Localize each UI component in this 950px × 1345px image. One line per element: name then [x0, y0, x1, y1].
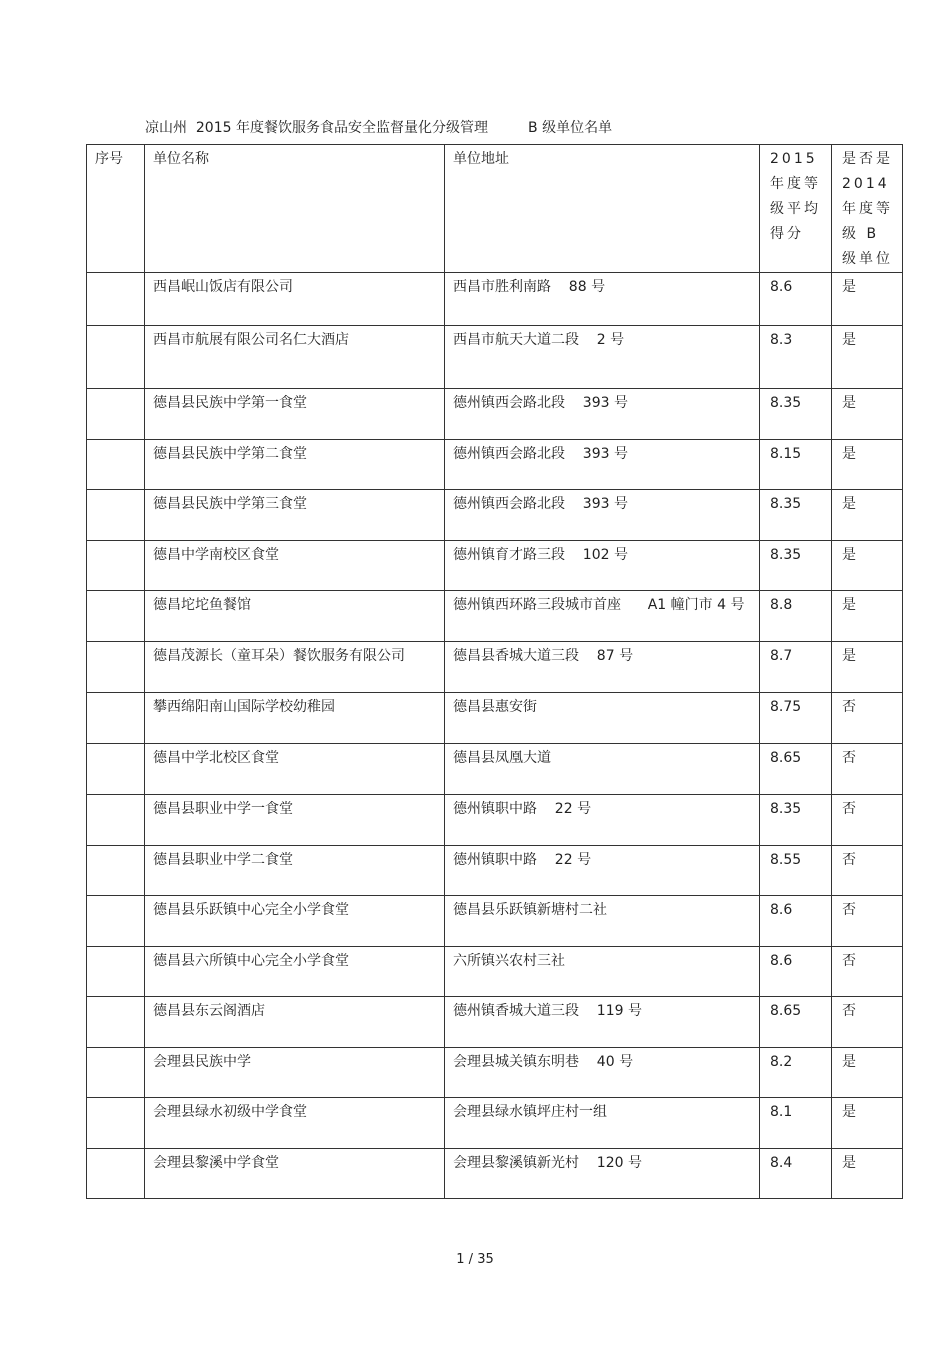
table-row	[87, 1098, 903, 1149]
cell-unit-name: 德昌中学南校区食堂	[145, 541, 445, 591]
cell-score: 8.65	[760, 997, 832, 1048]
cell-unit-address: 德州镇西环路三段城市首座 A1 幢门市 4 号	[445, 591, 760, 642]
table-row	[87, 947, 903, 997]
cell-score: 8.6	[760, 896, 832, 947]
table-row	[87, 389, 903, 440]
cell-unit-name: 德昌县民族中学第三食堂	[145, 490, 445, 541]
cell-prev-b: 否	[832, 997, 903, 1048]
cell-index	[87, 795, 145, 846]
table-row	[87, 326, 903, 389]
cell-index	[87, 896, 145, 947]
cell-unit-address: 德州镇西会路北段 393 号	[445, 389, 760, 440]
cell-unit-address: 会理县黎溪镇新光村 120 号	[445, 1149, 760, 1199]
page-current: 1	[456, 1252, 465, 1267]
cell-unit-address: 西昌市航天大道二段 2 号	[445, 326, 760, 389]
cell-prev-b: 否	[832, 795, 903, 846]
header-index: 序号	[87, 145, 145, 273]
unit-table	[86, 144, 903, 1199]
cell-unit-name: 德昌县六所镇中心完全小学食堂	[145, 947, 445, 997]
header-row	[87, 145, 903, 273]
cell-unit-address: 德昌县惠安街	[445, 693, 760, 744]
cell-unit-name: 德昌坨坨鱼餐馆	[145, 591, 445, 642]
cell-index	[87, 1098, 145, 1149]
cell-prev-b: 是	[832, 490, 903, 541]
table-row	[87, 642, 903, 693]
cell-prev-b: 否	[832, 744, 903, 795]
table-row	[87, 541, 903, 591]
cell-index	[87, 326, 145, 389]
cell-unit-name: 德昌县职业中学二食堂	[145, 846, 445, 896]
cell-prev-b: 是	[832, 440, 903, 490]
cell-prev-b: 是	[832, 642, 903, 693]
cell-unit-address: 会理县城关镇东明巷 40 号	[445, 1048, 760, 1098]
cell-unit-address: 德州镇职中路 22 号	[445, 795, 760, 846]
cell-score: 8.55	[760, 846, 832, 896]
cell-unit-address: 德昌县乐跃镇新塘村二社	[445, 896, 760, 947]
cell-prev-b: 否	[832, 693, 903, 744]
cell-unit-name: 攀西绵阳南山国际学校幼稚园	[145, 693, 445, 744]
cell-index	[87, 947, 145, 997]
cell-unit-name: 会理县黎溪中学食堂	[145, 1149, 445, 1199]
cell-unit-address: 德昌县香城大道三段 87 号	[445, 642, 760, 693]
cell-score: 8.2	[760, 1048, 832, 1098]
cell-index	[87, 389, 145, 440]
table-row	[87, 795, 903, 846]
cell-unit-address: 德州镇西会路北段 393 号	[445, 440, 760, 490]
cell-score: 8.3	[760, 326, 832, 389]
table-row	[87, 490, 903, 541]
cell-unit-name: 西昌市航展有限公司名仁大酒店	[145, 326, 445, 389]
cell-index	[87, 1149, 145, 1199]
cell-score: 8.15	[760, 440, 832, 490]
cell-unit-name: 德昌中学北校区食堂	[145, 744, 445, 795]
cell-unit-address: 会理县绿水镇坪庄村一组	[445, 1098, 760, 1149]
cell-prev-b: 是	[832, 541, 903, 591]
cell-score: 8.75	[760, 693, 832, 744]
cell-unit-name: 德昌县民族中学第一食堂	[145, 389, 445, 440]
header-score: 2015 年度等级平均得分	[760, 145, 832, 273]
cell-prev-b: 否	[832, 947, 903, 997]
cell-unit-name: 会理县绿水初级中学食堂	[145, 1098, 445, 1149]
cell-index	[87, 744, 145, 795]
table-body	[87, 145, 903, 1199]
cell-unit-address: 德昌县凤凰大道	[445, 744, 760, 795]
table-row	[87, 846, 903, 896]
header-address: 单位地址	[445, 145, 760, 273]
cell-prev-b: 是	[832, 1098, 903, 1149]
cell-index	[87, 273, 145, 326]
cell-index	[87, 693, 145, 744]
page-separator: /	[468, 1252, 474, 1267]
cell-prev-b: 是	[832, 326, 903, 389]
cell-unit-address: 德州镇育才路三段 102 号	[445, 541, 760, 591]
cell-index	[87, 440, 145, 490]
cell-unit-address: 西昌市胜利南路 88 号	[445, 273, 760, 326]
cell-score: 8.65	[760, 744, 832, 795]
cell-score: 8.35	[760, 541, 832, 591]
table-row	[87, 1149, 903, 1199]
cell-index	[87, 1048, 145, 1098]
cell-score: 8.7	[760, 642, 832, 693]
cell-prev-b: 是	[832, 591, 903, 642]
cell-prev-b: 否	[832, 846, 903, 896]
cell-score: 8.8	[760, 591, 832, 642]
cell-prev-b: 是	[832, 389, 903, 440]
table-row	[87, 440, 903, 490]
cell-prev-b: 否	[832, 896, 903, 947]
document-title: 凉山州 2015 年度餐饮服务食品安全监督量化分级管理 B 级单位名单	[145, 120, 613, 136]
cell-unit-name: 德昌县职业中学一食堂	[145, 795, 445, 846]
cell-unit-name: 西昌岷山饭店有限公司	[145, 273, 445, 326]
table-row	[87, 1048, 903, 1098]
cell-index	[87, 642, 145, 693]
table-row	[87, 273, 903, 326]
cell-index	[87, 591, 145, 642]
cell-unit-name: 德昌县东云阁酒店	[145, 997, 445, 1048]
cell-prev-b: 是	[832, 1048, 903, 1098]
cell-score: 8.4	[760, 1149, 832, 1199]
cell-score: 8.35	[760, 490, 832, 541]
cell-unit-address: 六所镇兴农村三社	[445, 947, 760, 997]
cell-index	[87, 997, 145, 1048]
cell-unit-name: 会理县民族中学	[145, 1048, 445, 1098]
table-row	[87, 896, 903, 947]
cell-score: 8.6	[760, 273, 832, 326]
table-row	[87, 693, 903, 744]
cell-score: 8.35	[760, 389, 832, 440]
cell-unit-name: 德昌县乐跃镇中心完全小学食堂	[145, 896, 445, 947]
cell-prev-b: 是	[832, 273, 903, 326]
cell-unit-address: 德州镇西会路北段 393 号	[445, 490, 760, 541]
table-row	[87, 744, 903, 795]
table-row	[87, 591, 903, 642]
table-row	[87, 997, 903, 1048]
page-total: 35	[477, 1252, 494, 1267]
cell-score: 8.6	[760, 947, 832, 997]
cell-unit-address: 德州镇职中路 22 号	[445, 846, 760, 896]
cell-score: 8.35	[760, 795, 832, 846]
header-name: 单位名称	[145, 145, 445, 273]
cell-unit-name: 德昌茂源长（童耳朵）餐饮服务有限公司	[145, 642, 445, 693]
cell-index	[87, 490, 145, 541]
cell-score: 8.1	[760, 1098, 832, 1149]
cell-index	[87, 846, 145, 896]
cell-unit-address: 德州镇香城大道三段 119 号	[445, 997, 760, 1048]
cell-unit-name: 德昌县民族中学第二食堂	[145, 440, 445, 490]
cell-prev-b: 是	[832, 1149, 903, 1199]
page-indicator	[0, 1251, 950, 1269]
cell-index	[87, 541, 145, 591]
header-prev-b: 是否是 2014 年度等级 B 级单位	[832, 145, 903, 273]
